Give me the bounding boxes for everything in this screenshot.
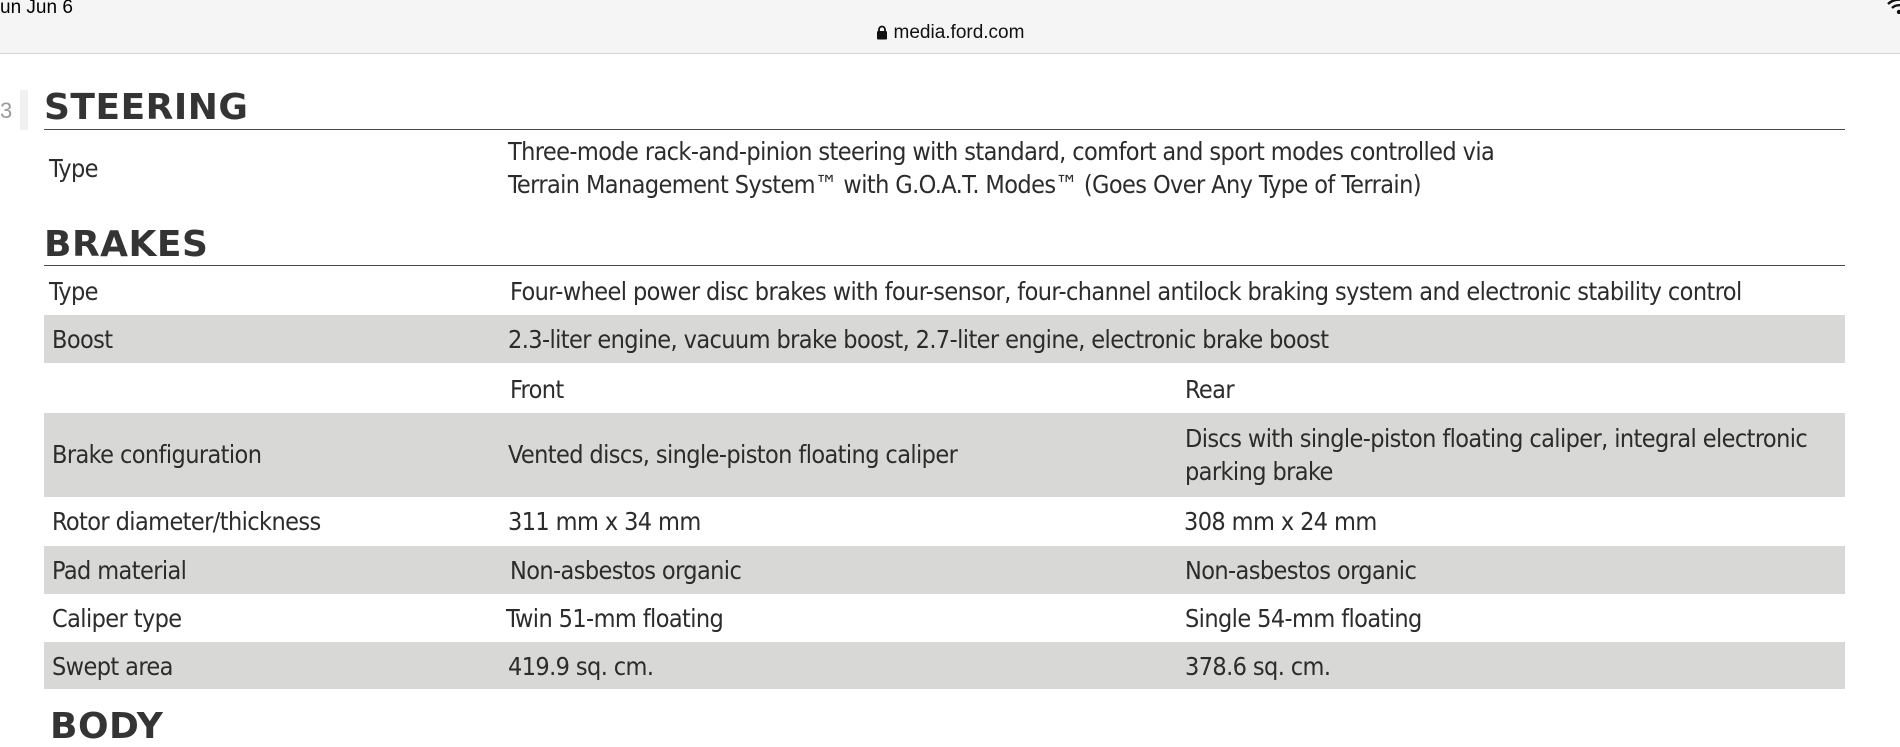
steering-type-value-line2: Terrain Management System™ with G.O.A.T. Modes™ (Goes Over Any Type of Terrain): [508, 170, 1421, 199]
brakes-boost-row: [44, 315, 1845, 363]
brakes-type-row: [44, 267, 1845, 315]
wifi-icon: [1886, 0, 1900, 14]
brakes-type-value: Four-wheel power disc brakes with four-sensor, four-channel antilock braking system and electronic stability control: [510, 277, 1742, 306]
address-bar[interactable]: [0, 22, 1900, 46]
pad-material-label: Pad material: [52, 556, 187, 585]
section-heading-brakes: [44, 224, 1845, 266]
page-number: 3: [0, 98, 13, 123]
table-row: [44, 413, 1845, 497]
pad-material-front: Non-asbestos organic: [510, 556, 742, 585]
pad-material-rear: Non-asbestos organic: [1185, 556, 1417, 585]
status-time: un Jun 6: [0, 0, 73, 18]
steering-type-label: Type: [49, 154, 98, 183]
browser-status-bar: [0, 0, 1900, 54]
brakes-type-label: Type: [49, 277, 98, 306]
swept-area-rear: 378.6 sq. cm.: [1185, 652, 1331, 681]
lock-icon: [876, 24, 888, 46]
rotor-front: 311 mm x 34 mm: [508, 507, 701, 536]
brake-configuration-front: Vented discs, single-piston floating caliper: [508, 440, 958, 469]
brake-configuration-rear: Discs with single-piston floating caliper, integral electronic parking brake: [1185, 424, 1808, 486]
section-heading-body: BODY: [50, 706, 164, 747]
swept-area-label: Swept area: [52, 652, 173, 681]
brakes-boost-label: Boost: [52, 325, 113, 354]
brake-configuration-label: Brake configuration: [52, 440, 262, 469]
caliper-type-label: Caliper type: [52, 604, 182, 633]
rotor-label: Rotor diameter/thickness: [52, 507, 321, 536]
column-header-front: Front: [510, 375, 564, 404]
steering-heading-text: STEERING: [44, 87, 249, 128]
swept-area-front: 419.9 sq. cm.: [508, 652, 654, 681]
steering-type-value-line1: Three-mode rack-and-pinion steering with standard, comfort and sport modes controlled via: [508, 137, 1495, 166]
rotor-rear: 308 mm x 24 mm: [1184, 507, 1377, 536]
url-text[interactable]: media.ford.com: [893, 22, 1025, 43]
page-margin-rule: [20, 90, 28, 130]
section-heading-steering: [44, 87, 1845, 130]
brakes-heading-text: BRAKES: [44, 224, 209, 265]
steering-type-row: [44, 134, 1845, 204]
column-header-rear: Rear: [1185, 375, 1234, 404]
table-row: [44, 546, 1845, 594]
brakes-column-header-row: [44, 363, 1845, 413]
caliper-type-rear: Single 54-mm floating: [1185, 604, 1422, 633]
table-row: [44, 642, 1845, 689]
caliper-type-front: Twin 51-mm floating: [506, 604, 724, 633]
table-row: [44, 594, 1845, 642]
table-row: [44, 497, 1845, 546]
brakes-boost-value: 2.3-liter engine, vacuum brake boost, 2.7-liter engine, electronic brake boost: [508, 325, 1329, 354]
